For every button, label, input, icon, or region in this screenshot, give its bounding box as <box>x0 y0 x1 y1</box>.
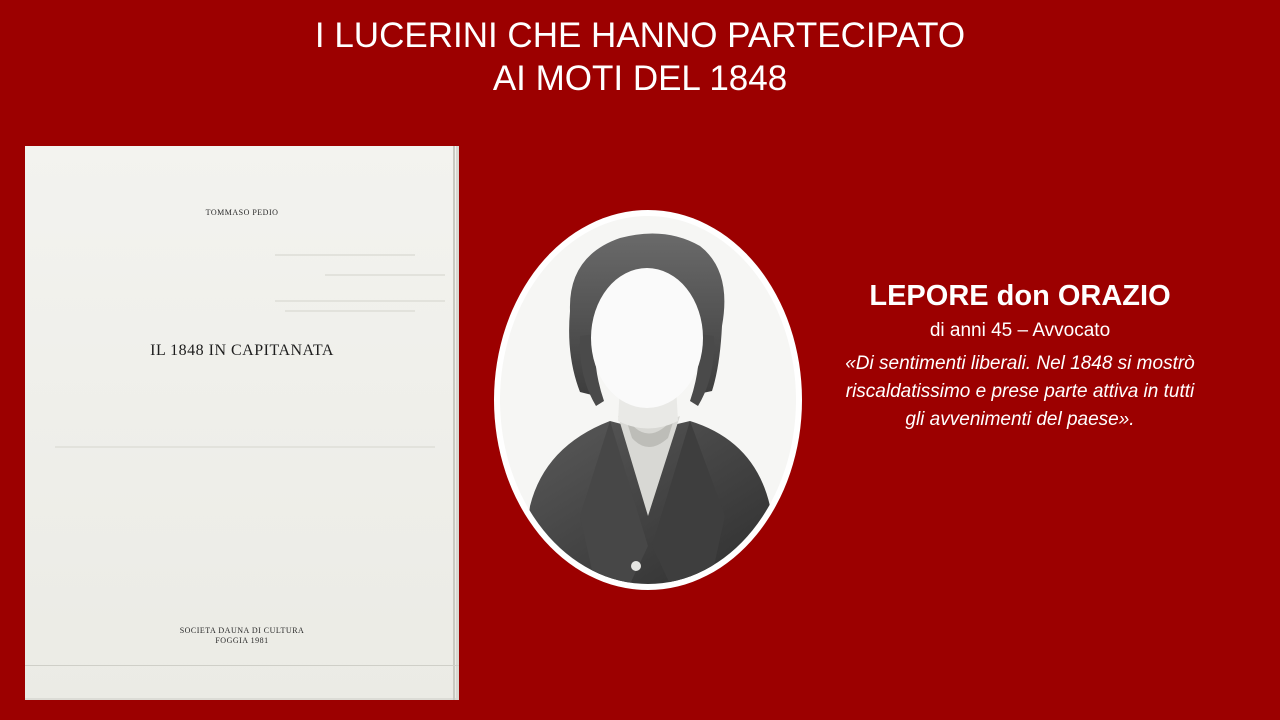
person-quote <box>820 350 1220 434</box>
person-info <box>820 270 1220 434</box>
bleed-through-line <box>285 310 415 312</box>
book-spine-edge <box>453 146 455 700</box>
book-title: IL 1848 IN CAPITANATA <box>150 342 334 359</box>
book-publisher-line-2: FOGGIA 1981 <box>215 636 269 645</box>
person-details: di anni 45 – Avvocato <box>929 320 1111 341</box>
slide-title-line-1: I LUCERINI CHE HANNO PARTECIPATO <box>314 16 966 55</box>
person-quote-line-2: riscaldatissimo e prese parte attiva in tutti <box>845 381 1195 402</box>
person-name: LEPORE don ORAZIO <box>869 280 1171 312</box>
bleed-through-line <box>275 300 445 302</box>
book-fold-line <box>25 665 459 666</box>
book-publisher <box>25 626 459 646</box>
bleed-through-line <box>55 446 435 448</box>
book-publisher-line-1: SOCIETA DAUNA DI CULTURA <box>179 626 305 635</box>
book-cover-image <box>25 146 459 700</box>
person-quote-line-1: «Di sentimenti liberali. Nel 1848 si mostrò <box>845 353 1195 374</box>
slide-title-line-2: AI MOTI DEL 1848 <box>492 59 788 98</box>
portrait-oval-frame <box>494 210 802 590</box>
person-quote-line-3: gli avvenimenti del paese». <box>905 409 1135 430</box>
portrait-engraving <box>500 216 796 584</box>
portrait-illustration <box>500 216 796 584</box>
book-author: TOMMASO PEDIO <box>205 208 279 217</box>
slide-title <box>0 14 1280 100</box>
bleed-through-line <box>325 274 445 276</box>
bleed-through-line <box>275 254 415 256</box>
